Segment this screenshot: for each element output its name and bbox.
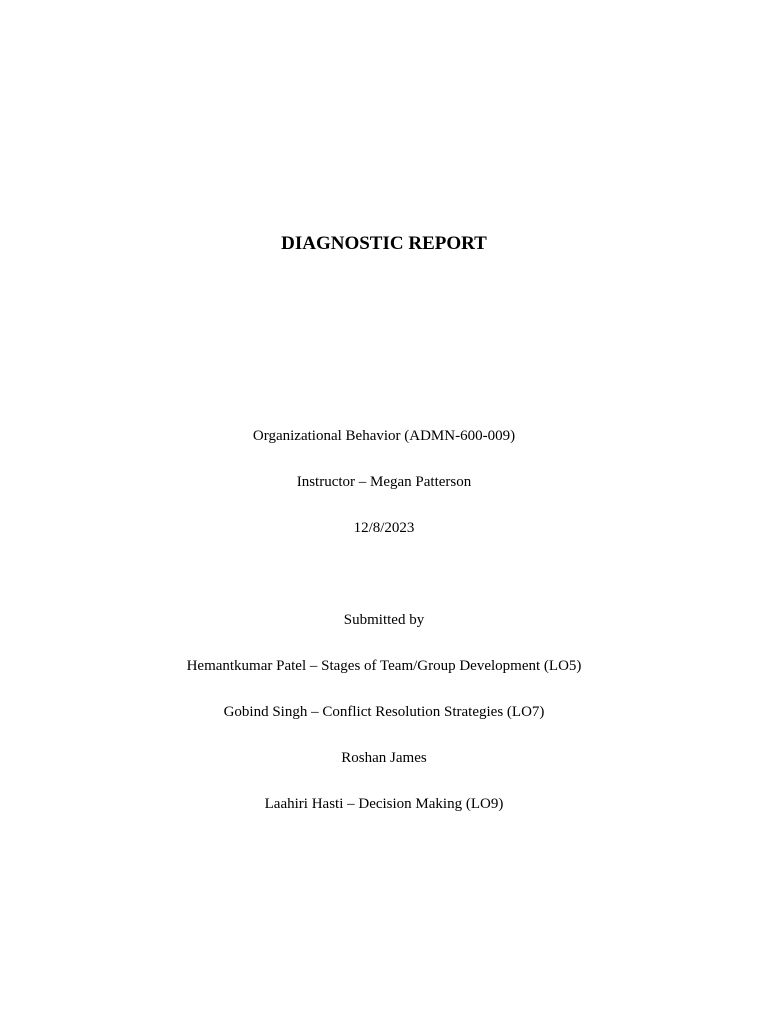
team-member-line: Hemantkumar Patel – Stages of Team/Group Development (LO5) (186, 658, 582, 674)
team-member-line: Gobind Singh – Conflict Resolution Strategies (LO7) (223, 704, 545, 720)
instructor-line: Instructor – Megan Patterson (296, 474, 472, 490)
course-name: Organizational Behavior (ADMN-600-009) (252, 428, 516, 444)
report-title: DIAGNOSTIC REPORT (281, 233, 487, 254)
team-member-line: Roshan James (341, 750, 427, 766)
submitted-by-label: Submitted by (343, 612, 425, 628)
report-date: 12/8/2023 (353, 520, 415, 536)
team-member-line: Laahiri Hasti – Decision Making (LO9) (264, 796, 504, 812)
